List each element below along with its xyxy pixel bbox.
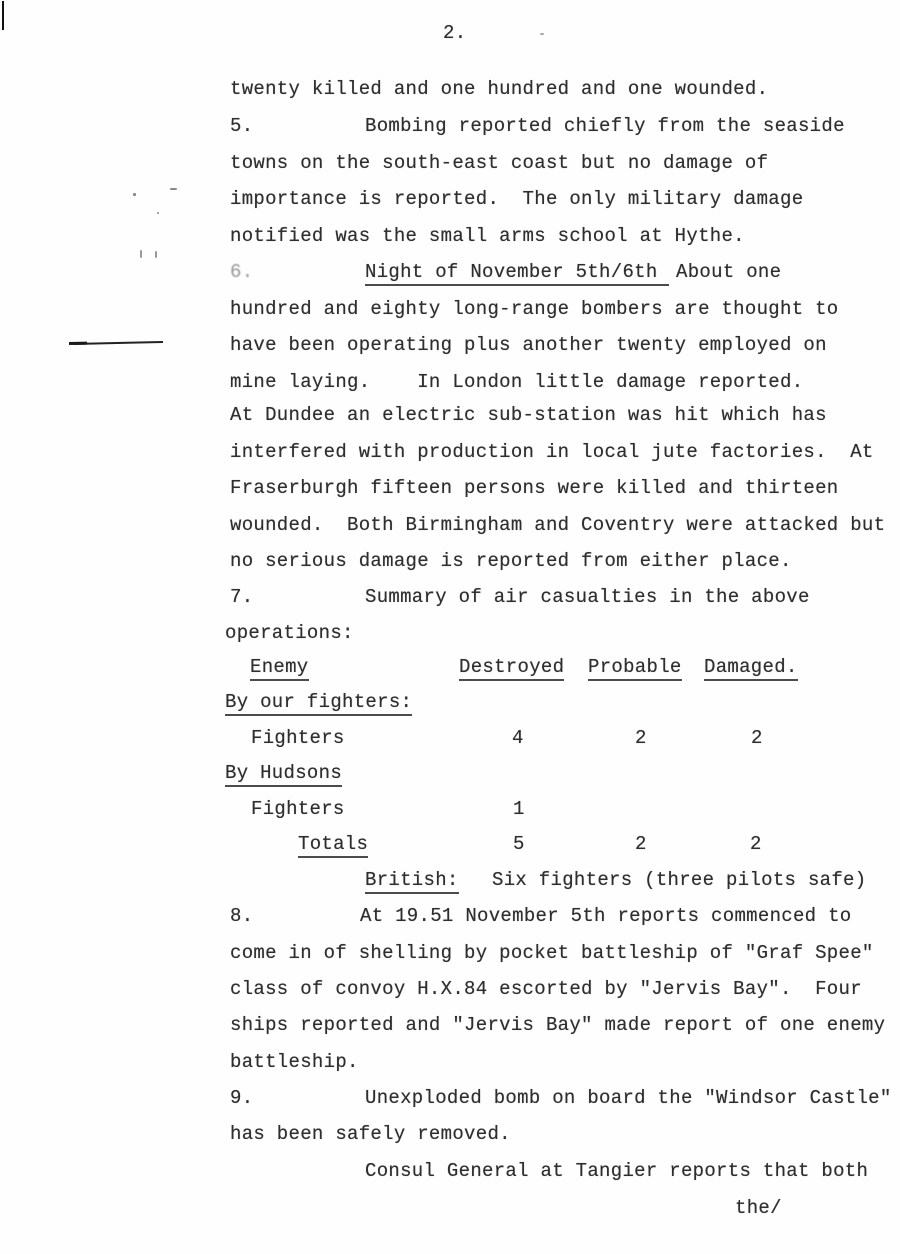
- section-heading: Night of November 5th/6th: [365, 261, 669, 286]
- paragraph-number: 5.: [230, 115, 254, 137]
- text-segment: Unexploded bomb on board the "Windsor Castle": [365, 1087, 892, 1109]
- text-line: [0, 371, 900, 397]
- text-segment: Bombing reported chiefly from the seaside: [365, 115, 845, 137]
- text-line: [0, 691, 900, 717]
- text-line: [0, 622, 900, 648]
- column-header: Damaged.: [704, 656, 798, 681]
- text-segment: Fraserburgh fifteen persons were killed and thirteen: [230, 477, 839, 499]
- cell-value: 1: [513, 798, 525, 820]
- text-segment: battleship.: [230, 1051, 359, 1073]
- text-line: [0, 78, 900, 104]
- text-line: [0, 942, 900, 968]
- text-segment: operations:: [225, 622, 354, 644]
- text-segment: class of convoy H.X.84 escorted by "Jervis Bay". Four: [230, 978, 862, 1000]
- row-label: Fighters: [251, 798, 345, 820]
- text-line: [0, 798, 900, 824]
- text-line: [0, 514, 900, 540]
- cell-value: 4: [512, 727, 524, 749]
- cell-value: 2: [635, 727, 647, 749]
- text-line: [0, 404, 900, 430]
- text-segment: At 19.51 November 5th reports commenced to: [360, 905, 852, 927]
- column-header: Destroyed: [459, 656, 564, 681]
- text-segment: importance is reported. The only military damage: [230, 188, 804, 210]
- text-segment: At Dundee an electric sub-station was hit which has: [230, 404, 827, 426]
- text-segment: twenty killed and one hundred and one wounded.: [230, 78, 769, 100]
- text-segment: wounded. Both Birmingham and Coventry were attacked but: [230, 514, 886, 536]
- text-line: [0, 656, 900, 682]
- text-line: [0, 261, 900, 287]
- page-number: 2.: [443, 22, 467, 44]
- text-line: [0, 1197, 900, 1223]
- text-line: [0, 115, 900, 141]
- text-line: [0, 334, 900, 360]
- text-line: [0, 727, 900, 753]
- table-group-label: By Hudsons: [225, 762, 342, 787]
- text-segment: have been operating plus another twenty employed on: [230, 334, 827, 356]
- text-line: [0, 905, 900, 931]
- text-line: [0, 762, 900, 788]
- text-line: [0, 1087, 900, 1113]
- text-line: [0, 1160, 900, 1186]
- cell-value: 2: [750, 833, 762, 855]
- text-line: [0, 188, 900, 214]
- column-header: Probable: [588, 656, 682, 681]
- row-label: Totals: [298, 833, 368, 858]
- text-line: [0, 152, 900, 178]
- text-line: [0, 1051, 900, 1077]
- cell-value: 5: [513, 833, 525, 855]
- row-label: Fighters: [251, 727, 345, 749]
- text-segment: interfered with production in local jute factories. At: [230, 441, 874, 463]
- text-segment: About one: [676, 261, 782, 283]
- text-line: [0, 441, 900, 467]
- text-segment: Six fighters (three pilots safe): [492, 869, 867, 891]
- text-line: [0, 1123, 900, 1149]
- text-segment: ships reported and "Jervis Bay" made report of one enemy: [230, 1014, 886, 1036]
- paragraph-number: 7.: [230, 586, 254, 608]
- cell-value: 2: [635, 833, 647, 855]
- table-group-label: By our fighters:: [225, 691, 412, 716]
- text-segment: towns on the south-east coast but no damage of: [230, 152, 769, 174]
- text-segment: come in of shelling by pocket battleship of "Graf Spee": [230, 942, 874, 964]
- text-segment: no serious damage is reported from either place.: [230, 550, 792, 572]
- text-line: [0, 298, 900, 324]
- text-line: [0, 1014, 900, 1040]
- paragraph-number: 6.: [230, 261, 254, 283]
- text-line: [0, 550, 900, 576]
- text-segment: hundred and eighty long-range bombers are thought to: [230, 298, 839, 320]
- text-line: [0, 586, 900, 612]
- cell-value: 2: [751, 727, 763, 749]
- column-header: Enemy: [250, 656, 309, 681]
- continuation-mark: the/: [735, 1197, 782, 1219]
- text-segment: notified was the small arms school at Hythe.: [230, 225, 745, 247]
- text-segment: has been safely removed.: [230, 1123, 511, 1145]
- table-group-label: British:: [365, 869, 459, 894]
- text-segment: mine laying. In London little damage reported.: [230, 371, 804, 393]
- text-line: [0, 225, 900, 251]
- text-segment: Consul General at Tangier reports that both: [365, 1160, 869, 1182]
- paragraph-number: 9.: [230, 1087, 254, 1109]
- text-segment: Summary of air casualties in the above: [365, 586, 810, 608]
- paragraph-number: 8.: [230, 905, 254, 927]
- text-line: [0, 833, 900, 859]
- text-line: [0, 869, 900, 895]
- text-line: [0, 477, 900, 503]
- text-line: [0, 978, 900, 1004]
